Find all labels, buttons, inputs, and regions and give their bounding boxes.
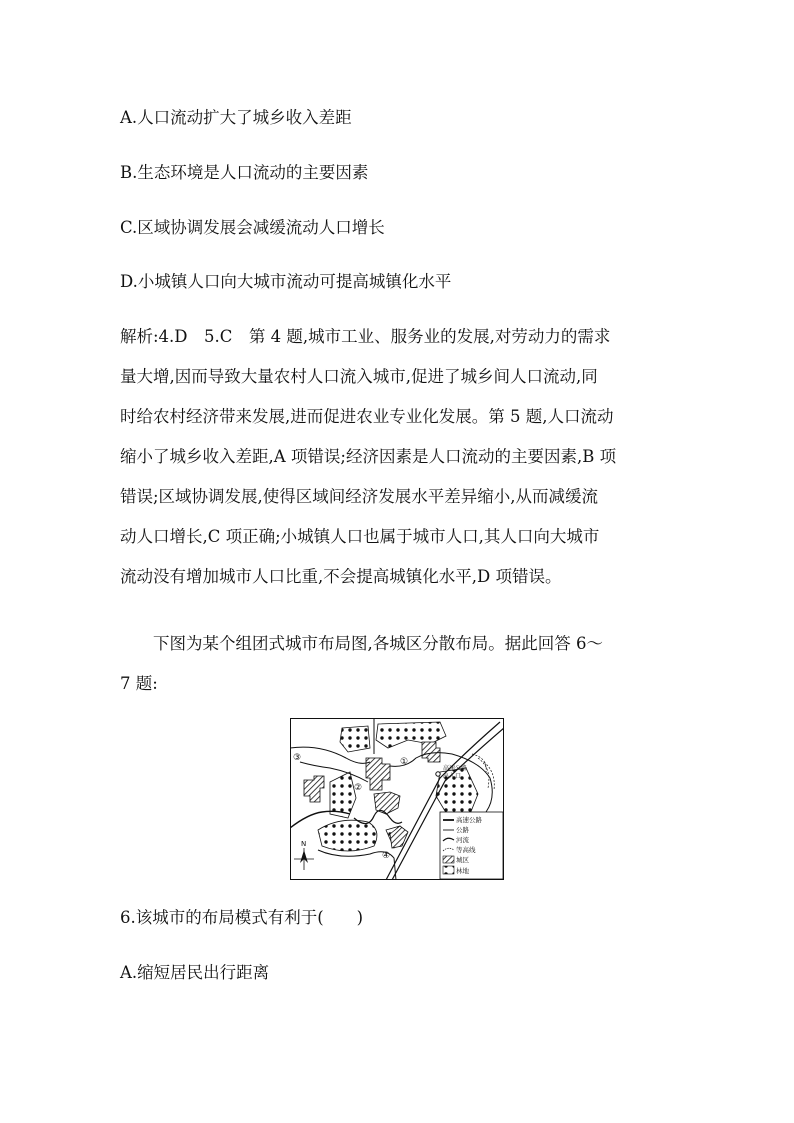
- legend-label: 林地: [456, 867, 469, 875]
- legend-label: 高速公路: [456, 816, 482, 824]
- analysis-paragraph: [120, 327, 680, 607]
- question6-stem: 6.该城市的布局模式有利于( ): [120, 908, 364, 927]
- option-a-q5: A.人口流动扩大了城乡收入差距: [120, 108, 352, 127]
- intro-line: 下图为某个组团式城市布局图,各城区分散布局。据此回答 6～: [120, 634, 603, 653]
- option-c-q5: C.区域协调发展会减缓流动人口增长: [120, 218, 385, 237]
- option-d-q5: D.小城镇人口向大城市流动可提高城镇化水平: [120, 272, 452, 291]
- district-label: ③: [293, 753, 302, 763]
- interchange-label: 出入口: [443, 773, 462, 780]
- legend-label: 城区: [456, 856, 469, 864]
- option-a-q6: A.缩短居民出行距离: [120, 963, 270, 982]
- analysis-line: 动人口增长,C 项正确;小城镇人口也属于城市人口,其人口向大城市: [120, 527, 600, 546]
- legend-swatch-urban: [443, 856, 454, 863]
- interchange-icon: [436, 772, 440, 776]
- interchange-label: 高速公路: [443, 765, 468, 772]
- legend-label: 河流: [456, 836, 469, 844]
- forest-area: [340, 726, 370, 752]
- intro-paragraph: [120, 634, 680, 714]
- district-label: ②: [354, 783, 363, 793]
- district-label: ④: [382, 851, 391, 861]
- legend-swatch-forest: [443, 866, 454, 874]
- analysis-line: 缩小了城乡收入差距,A 项错误;经济因素是人口流动的主要因素,B 项: [120, 447, 617, 466]
- city-layout-map: [290, 718, 504, 880]
- analysis-line: 量大增,因而导致大量农村人口流入城市,促进了城乡间人口流动,同: [120, 367, 598, 386]
- intro-line: 7 题:: [120, 674, 158, 693]
- option-b-q5: B.生态环境是人口流动的主要因素: [120, 163, 369, 182]
- legend-label: 公路: [456, 826, 469, 834]
- analysis-line: 解析:4.D 5.C 第 4 题,城市工业、服务业的发展,对劳动力的需求: [120, 327, 611, 346]
- district-label: ①: [400, 757, 409, 767]
- north-label: N: [301, 840, 307, 848]
- analysis-line: 时给农村经济带来发展,进而促进农业专业化发展。第 5 题,人口流动: [120, 407, 614, 426]
- legend-label: 等高线: [456, 846, 476, 854]
- analysis-line: 错误;区域协调发展,使得区域间经济发展水平差异缩小,从而减缓流: [120, 487, 599, 506]
- analysis-line: 流动没有增加城市人口比重,不会提高城镇化水平,D 项错误。: [120, 567, 562, 586]
